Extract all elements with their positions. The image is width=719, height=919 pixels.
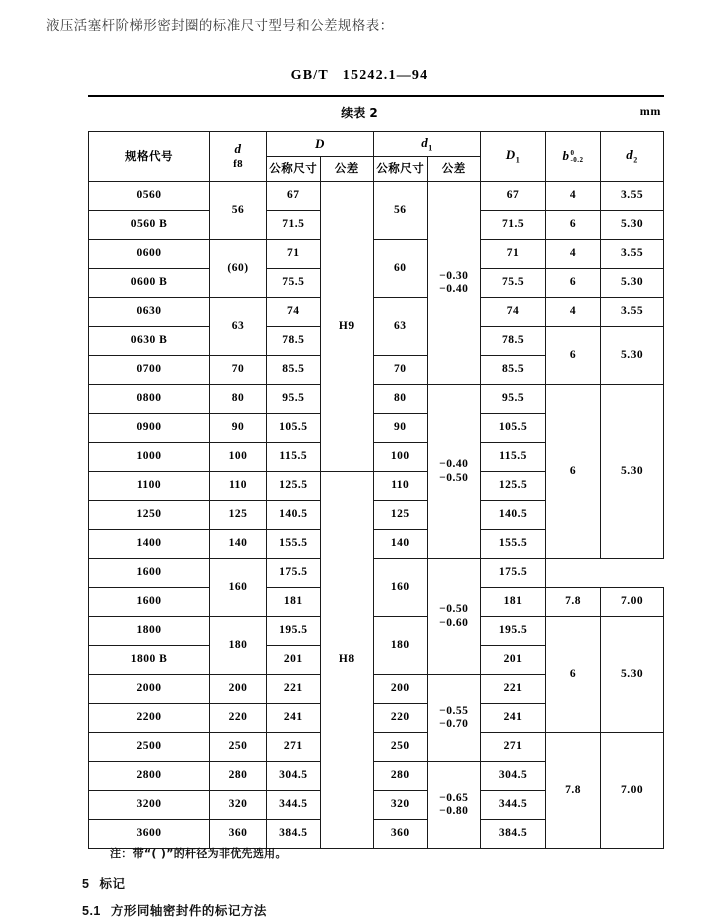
header-d1-subscript: 1 bbox=[428, 143, 433, 153]
cell-d1-tolerance bbox=[427, 182, 481, 385]
cell-D1: 344.5 bbox=[481, 791, 546, 820]
header-rule bbox=[88, 95, 664, 97]
cell-D-nominal: 195.5 bbox=[267, 617, 321, 646]
cell-b: 6 bbox=[546, 617, 601, 733]
spec-table bbox=[88, 131, 664, 849]
cell-d1-tolerance bbox=[427, 762, 481, 849]
cell-d2: 5.30 bbox=[601, 385, 664, 559]
cell-d1-nominal: 220 bbox=[374, 704, 428, 733]
cell-b: 6 bbox=[546, 211, 601, 240]
cell-code: 0800 bbox=[89, 385, 210, 414]
cell-D1: 95.5 bbox=[481, 385, 546, 414]
cell-d1-nominal: 250 bbox=[374, 733, 428, 762]
spec-table-container bbox=[88, 131, 664, 849]
header-b-tol-upper: 0 bbox=[570, 149, 575, 157]
cell-code: 2200 bbox=[89, 704, 210, 733]
cell-D1: 78.5 bbox=[481, 327, 546, 356]
cell-D-nominal: 201 bbox=[267, 646, 321, 675]
header-d-symbol: d bbox=[234, 141, 242, 157]
cell-d: 360 bbox=[210, 820, 267, 849]
cell-D-nominal: 344.5 bbox=[267, 791, 321, 820]
cell-D1: 271 bbox=[481, 733, 546, 762]
section-5-1-title: 方形同轴密封件的标记方法 bbox=[110, 903, 267, 918]
cell-d1-nominal: 180 bbox=[374, 617, 428, 675]
cell-d1-nominal: 110 bbox=[374, 472, 428, 501]
cell-D1: 115.5 bbox=[481, 443, 546, 472]
cell-D-nominal: 71.5 bbox=[267, 211, 321, 240]
table-row bbox=[89, 559, 664, 588]
cell-d1-nominal: 90 bbox=[374, 414, 428, 443]
cell-d1-nominal: 360 bbox=[374, 820, 428, 849]
table-row bbox=[89, 182, 664, 211]
cell-d: 250 bbox=[210, 733, 267, 762]
cell-d: 80 bbox=[210, 385, 267, 414]
d1-tolerance-upper: −0.30 bbox=[439, 269, 469, 282]
cell-D1: 221 bbox=[481, 675, 546, 704]
cell-d: 180 bbox=[210, 617, 267, 675]
cell-d: 56 bbox=[210, 182, 267, 240]
d1-tolerance-upper: −0.50 bbox=[439, 603, 469, 616]
cell-d1-nominal: 125 bbox=[374, 501, 428, 530]
cell-D1: 67 bbox=[481, 182, 546, 211]
section-5-number: 5 bbox=[82, 877, 90, 891]
cell-D1: 175.5 bbox=[481, 559, 546, 588]
cell-code: 3200 bbox=[89, 791, 210, 820]
cell-d: 100 bbox=[210, 443, 267, 472]
table-note: 注：带“( )”的杆径为非优先选用。 bbox=[110, 847, 287, 860]
cell-b: 4 bbox=[546, 182, 601, 211]
cell-D1: 201 bbox=[481, 646, 546, 675]
header-code: 规格代号 bbox=[89, 132, 210, 182]
table-header bbox=[89, 132, 664, 182]
header-b-symbol: b bbox=[562, 147, 570, 163]
header-d2 bbox=[601, 132, 664, 182]
header-D1-symbol: D bbox=[505, 147, 516, 163]
cell-d: 200 bbox=[210, 675, 267, 704]
standard-code: GB/T bbox=[290, 68, 329, 83]
cell-b: 6 bbox=[546, 269, 601, 298]
cell-D-nominal: 140.5 bbox=[267, 501, 321, 530]
header-D-group: D bbox=[267, 132, 374, 157]
header-d1-symbol: d bbox=[421, 134, 429, 150]
cell-D1: 85.5 bbox=[481, 356, 546, 385]
cell-d2: 5.30 bbox=[601, 327, 664, 385]
cell-d2: 3.55 bbox=[601, 240, 664, 269]
cell-D-nominal: 74 bbox=[267, 298, 321, 327]
cell-d1-nominal: 63 bbox=[374, 298, 428, 356]
cell-d2: 3.55 bbox=[601, 182, 664, 211]
header-d2-symbol: d bbox=[626, 147, 634, 163]
cell-code: 2000 bbox=[89, 675, 210, 704]
cell-D-nominal: 155.5 bbox=[267, 530, 321, 559]
section-heading-5 bbox=[82, 874, 125, 892]
cell-D-nominal: 175.5 bbox=[267, 559, 321, 588]
header-b bbox=[546, 132, 601, 182]
unit-label: mm bbox=[639, 104, 661, 118]
cell-b: 4 bbox=[546, 240, 601, 269]
cell-d2: 7.00 bbox=[601, 733, 664, 849]
cell-d1-nominal: 200 bbox=[374, 675, 428, 704]
cell-d1-tolerance bbox=[427, 385, 481, 559]
d1-tolerance-lower: −0.40 bbox=[439, 283, 469, 295]
cell-d2: 3.55 bbox=[601, 298, 664, 327]
header-d2-subscript: 2 bbox=[633, 155, 638, 165]
d1-tolerance-lower: −0.60 bbox=[439, 616, 469, 629]
cell-D-nominal: 115.5 bbox=[267, 443, 321, 472]
cell-D-nominal: 304.5 bbox=[267, 762, 321, 791]
cell-d: 125 bbox=[210, 501, 267, 530]
cell-d1-nominal: 320 bbox=[374, 791, 428, 820]
table-body bbox=[89, 182, 664, 849]
cell-D-nominal: 241 bbox=[267, 704, 321, 733]
cell-D-nominal: 71 bbox=[267, 240, 321, 269]
cell-d1-nominal: 60 bbox=[374, 240, 428, 298]
cell-d: 280 bbox=[210, 762, 267, 791]
header-d-fit: f8 bbox=[233, 158, 243, 171]
cell-d1-tolerance bbox=[427, 559, 481, 675]
cell-b: 6 bbox=[546, 385, 601, 559]
header-D1 bbox=[481, 132, 546, 182]
standard-serial: 15242.1 bbox=[342, 68, 397, 83]
cell-b: 7.8 bbox=[546, 733, 601, 849]
cell-D-nominal: 181 bbox=[267, 588, 321, 617]
cell-D-tolerance: H8 bbox=[320, 472, 374, 849]
header-D-tolerance: 公差 bbox=[320, 157, 374, 182]
cell-D-nominal: 125.5 bbox=[267, 472, 321, 501]
d1-tolerance-upper: −0.40 bbox=[439, 458, 469, 471]
header-D1-subscript: 1 bbox=[515, 155, 521, 165]
cell-code: 1600 bbox=[89, 559, 210, 588]
cell-b: 4 bbox=[546, 298, 601, 327]
cell-code: 0630 bbox=[89, 298, 210, 327]
cell-d1-nominal: 280 bbox=[374, 762, 428, 791]
section-heading-5-1 bbox=[82, 901, 267, 919]
cell-D-tolerance: H9 bbox=[320, 182, 374, 472]
header-row-top bbox=[89, 132, 664, 157]
standard-number bbox=[0, 68, 719, 84]
header-d1-nominal: 公称尺寸 bbox=[374, 157, 428, 182]
d1-tolerance-lower: −0.70 bbox=[439, 718, 469, 730]
page-caption: 液压活塞杆阶梯形密封圈的标准尺寸型号和公差规格表： bbox=[46, 18, 394, 34]
cell-code: 0630 B bbox=[89, 327, 210, 356]
cell-D1: 181 bbox=[481, 588, 546, 617]
header-d bbox=[210, 132, 267, 182]
cell-D-nominal: 95.5 bbox=[267, 385, 321, 414]
cell-d: (60) bbox=[210, 240, 267, 298]
cell-d1-tolerance bbox=[427, 675, 481, 762]
cell-d: 110 bbox=[210, 472, 267, 501]
cell-d2: 5.30 bbox=[601, 211, 664, 240]
cell-b: 6 bbox=[546, 327, 601, 385]
d1-tolerance-upper: −0.65 bbox=[439, 791, 469, 804]
cell-D-nominal: 67 bbox=[267, 182, 321, 211]
cell-d: 63 bbox=[210, 298, 267, 356]
cell-code: 0600 bbox=[89, 240, 210, 269]
cell-code: 0600 B bbox=[89, 269, 210, 298]
table-row bbox=[89, 385, 664, 414]
cell-d1-nominal: 70 bbox=[374, 356, 428, 385]
cell-D1: 125.5 bbox=[481, 472, 546, 501]
cell-D-nominal: 105.5 bbox=[267, 414, 321, 443]
cell-d1-nominal: 100 bbox=[374, 443, 428, 472]
cell-D1: 384.5 bbox=[481, 820, 546, 849]
cell-D1: 74 bbox=[481, 298, 546, 327]
table-row bbox=[89, 298, 664, 327]
table-row bbox=[89, 617, 664, 646]
table-row bbox=[89, 733, 664, 762]
cell-d: 220 bbox=[210, 704, 267, 733]
standard-year: 94 bbox=[411, 68, 429, 83]
d1-tolerance-upper: −0.55 bbox=[439, 704, 469, 717]
header-d1-tolerance: 公差 bbox=[427, 157, 481, 182]
cell-d: 140 bbox=[210, 530, 267, 559]
cell-d: 70 bbox=[210, 356, 267, 385]
d1-tolerance-lower: −0.50 bbox=[439, 471, 469, 484]
cell-code: 1800 B bbox=[89, 646, 210, 675]
header-b-tol-lower: -0.2 bbox=[570, 156, 584, 164]
cell-code: 1600 bbox=[89, 588, 210, 617]
cell-code: 3600 bbox=[89, 820, 210, 849]
cell-D1: 155.5 bbox=[481, 530, 546, 559]
cell-d: 160 bbox=[210, 559, 267, 617]
cell-code: 1400 bbox=[89, 530, 210, 559]
cell-D-nominal: 78.5 bbox=[267, 327, 321, 356]
cell-b: 7.8 bbox=[546, 588, 601, 617]
cell-d2: 5.30 bbox=[601, 617, 664, 733]
cell-D-nominal: 75.5 bbox=[267, 269, 321, 298]
table-row bbox=[89, 240, 664, 269]
cell-code: 1000 bbox=[89, 443, 210, 472]
cell-code: 0900 bbox=[89, 414, 210, 443]
cell-d1-nominal: 56 bbox=[374, 182, 428, 240]
cell-D1: 71 bbox=[481, 240, 546, 269]
cell-d: 320 bbox=[210, 791, 267, 820]
cell-d1-nominal: 140 bbox=[374, 530, 428, 559]
header-D-nominal: 公称尺寸 bbox=[267, 157, 321, 182]
cell-D-nominal: 271 bbox=[267, 733, 321, 762]
cell-d2: 5.30 bbox=[601, 269, 664, 298]
header-d1-group bbox=[374, 132, 481, 157]
cell-d2: 7.00 bbox=[601, 588, 664, 617]
cell-D1: 71.5 bbox=[481, 211, 546, 240]
cell-code: 0700 bbox=[89, 356, 210, 385]
cell-D-nominal: 85.5 bbox=[267, 356, 321, 385]
cell-D1: 105.5 bbox=[481, 414, 546, 443]
cell-code: 2500 bbox=[89, 733, 210, 762]
section-5-title: 标记 bbox=[99, 876, 126, 891]
cell-d1-nominal: 80 bbox=[374, 385, 428, 414]
cell-D1: 75.5 bbox=[481, 269, 546, 298]
cell-d1-nominal: 160 bbox=[374, 559, 428, 617]
cell-D1: 195.5 bbox=[481, 617, 546, 646]
cell-code: 0560 bbox=[89, 182, 210, 211]
cell-D1: 140.5 bbox=[481, 501, 546, 530]
cell-code: 2800 bbox=[89, 762, 210, 791]
cell-code: 1800 bbox=[89, 617, 210, 646]
cell-code: 1250 bbox=[89, 501, 210, 530]
standard-dash: — bbox=[396, 68, 412, 83]
cell-D1: 304.5 bbox=[481, 762, 546, 791]
d1-tolerance-lower: −0.80 bbox=[439, 805, 469, 817]
cell-code: 1100 bbox=[89, 472, 210, 501]
section-5-1-number: 5.1 bbox=[82, 904, 101, 918]
cell-code: 0560 B bbox=[89, 211, 210, 240]
cell-D-nominal: 384.5 bbox=[267, 820, 321, 849]
continued-table-label: 续表 2 bbox=[341, 106, 378, 120]
cell-d: 90 bbox=[210, 414, 267, 443]
cell-D-nominal: 221 bbox=[267, 675, 321, 704]
cell-D1: 241 bbox=[481, 704, 546, 733]
